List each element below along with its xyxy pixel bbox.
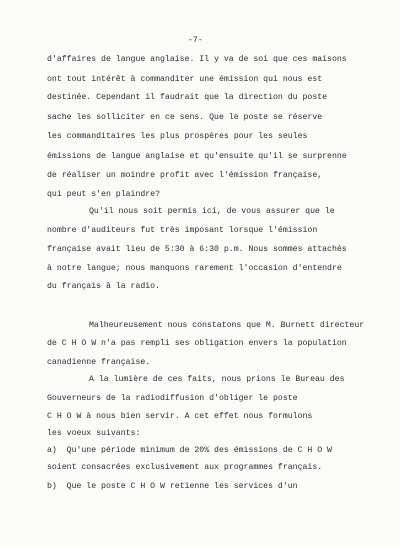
text-line: canadienne française. xyxy=(47,358,151,367)
text-line: de C H O W n'a pas rempli ses obligation envers la population xyxy=(47,339,347,348)
text-line: C H O W à nous bien servir. A cet effet nous formulons xyxy=(47,412,313,421)
text-line: française avait lieu de 5:30 à 6:30 p.m. Nous sommes attachés xyxy=(47,245,347,254)
text-line: Qu'il nous soit permis ici, de vous assurer que le xyxy=(89,207,335,216)
text-line: qui peut s'en plaindre? xyxy=(47,190,161,199)
text-line: à notre langue; nous manquons rarement l'occasion d'entendre xyxy=(47,264,342,273)
text-line: émissions de langue anglaise et qu'ensuite qu'il se surprenne xyxy=(47,152,347,161)
text-line: ont tout intérêt à commanditer une émission qui nous est xyxy=(47,75,323,84)
text-line: A la lumière de ces faits, nous prions le Bureau des xyxy=(89,375,345,384)
text-line: Malheureusement nous constatons que M. Burnett directeur xyxy=(89,321,365,330)
page-number: -7- xyxy=(188,36,203,45)
text-line: Gouverneurs de la radiodiffusion d'obliger le poste xyxy=(47,394,298,403)
text-line: sache les solliciter en ce sens. Que le poste se réserve xyxy=(47,113,323,122)
list-item-b: b) Que le poste C H O W retienne les services d'un xyxy=(47,482,298,491)
text-line: d'affaires de langue anglaise. Il y va de soi que ces maisons xyxy=(47,55,347,64)
text-line: les commanditaires les plus prospères pour les seules xyxy=(47,132,308,141)
text-line: destinée. Cependant il faudrait que la direction du poste xyxy=(47,93,328,102)
text-line: du français à la radio. xyxy=(47,282,161,291)
text-line: soient consacrées exclusivement aux programmes français. xyxy=(47,463,323,472)
text-line: nombre d'auditeurs fut très imposant lorsque l'émission xyxy=(47,226,318,235)
text-line: les voeux suivants: xyxy=(47,429,141,438)
text-line: de réaliser un moindre profit avec l'émission française, xyxy=(47,171,323,180)
list-item-a: a) Qu'une période minimum de 20% des émissions de C H O W xyxy=(47,446,332,455)
